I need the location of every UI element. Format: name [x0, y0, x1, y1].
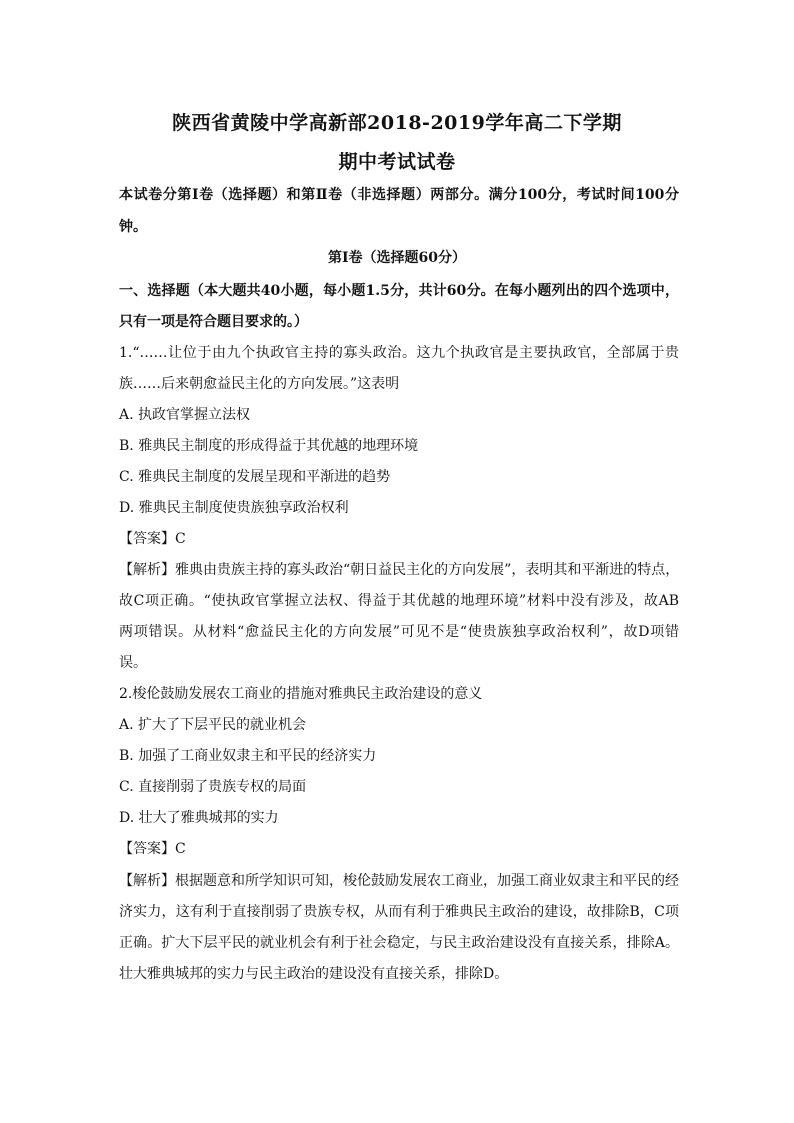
q1-option-a: A. 执政官掌握立法权 — [119, 407, 251, 423]
q2-analysis-line4: 壮大雅典城邦的实力与民主政治的建设没有直接关系，排除D。 — [119, 966, 509, 982]
q2-option-a: A. 扩大了下层平民的就业机会 — [119, 717, 307, 733]
q2-option-c: C. 直接削弱了贵族专权的局面 — [119, 779, 307, 795]
q2-answer: 【答案】C — [119, 841, 186, 857]
q1-option-b: B. 雅典民主制度的形成得益于其优越的地理环境 — [119, 438, 419, 454]
q1-stem-line2: 族……后来朝愈益民主化的方向发展。”这表明 — [119, 376, 400, 392]
q2-option-d: D. 壮大了雅典城邦的实力 — [119, 810, 279, 826]
section1-heading: 第Ⅰ卷（选择题60分） — [327, 250, 467, 266]
document-title-line1: 陕西省黄陵中学高新部2018-2019学年高二下学期 — [172, 112, 622, 134]
q1-analysis-line1: 【解析】雅典由贵族主持的寡头政治“朝日益民主化的方向发展”，表明其和平渐进的特点， — [119, 562, 680, 578]
q1-stem-line1: 1.“……让位于由九个执政官主持的寡头政治。这九个执政官是主要执政官，全部属于贵 — [119, 345, 679, 361]
q2-option-b: B. 加强了工商业奴隶主和平民的经济实力 — [119, 748, 377, 764]
section1-instruction-line1: 一、选择题（本大题共40小题，每小题1.5分，共计60分。在每小题列出的四个选项中， — [119, 283, 679, 299]
q1-analysis-line3: 两项错误。从材料“愈益民主化的方向发展”可见不是“使贵族独享政治权利”，故D项错 — [119, 624, 679, 640]
q1-analysis-line2: 故C项正确。“使执政官掌握立法权、得益于其优越的地理环境”材料中没有涉及，故AB — [119, 593, 679, 609]
q1-option-d: D. 雅典民主制度使贵族独享政治权利 — [119, 500, 349, 516]
q1-analysis-line4: 误。 — [119, 655, 147, 671]
q1-answer: 【答案】C — [119, 531, 186, 547]
intro-line1: 本试卷分第Ⅰ卷（选择题）和第Ⅱ卷（非选择题）两部分。满分100分，考试时间100分 — [119, 187, 679, 203]
intro-line2: 钟。 — [119, 219, 147, 235]
q1-option-c: C. 雅典民主制度的发展呈现和平渐进的趋势 — [119, 469, 391, 485]
document-title-line2: 期中考试试卷 — [338, 151, 456, 173]
section1-instruction-line2: 只有一项是符合题目要求的。） — [119, 314, 308, 330]
q2-analysis-line2: 济实力，这有利于直接削弱了贵族专权，从而有利于雅典民主政治的建设，故排除B，C项 — [119, 904, 679, 920]
q2-stem: 2.梭伦鼓励发展农工商业的措施对雅典民主政治建设的意义 — [119, 686, 483, 702]
q2-analysis-line3: 正确。扩大下层平民的就业机会有利于社会稳定，与民主政治建设没有直接关系，排除A。 — [119, 935, 679, 951]
q2-analysis-line1: 【解析】根据题意和所学知识可知，梭伦鼓励发展农工商业，加强工商业奴隶主和平民的经 — [119, 873, 679, 889]
